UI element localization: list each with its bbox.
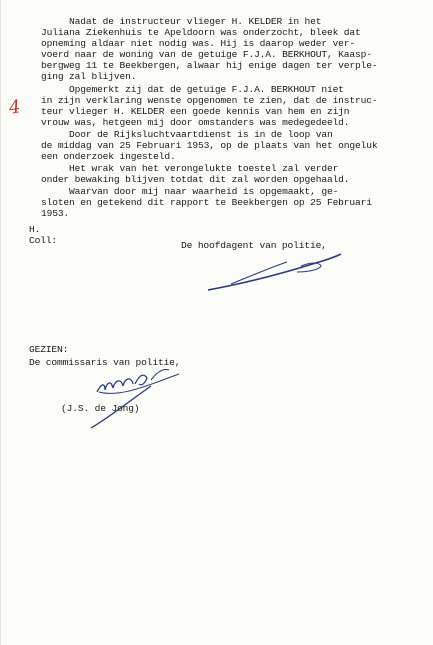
text-line: in zijn verklaring wenste opgenomen te zien, dat de instruc- — [41, 95, 378, 106]
initials: H. — [29, 224, 41, 235]
margin-mark: 4 — [7, 96, 22, 119]
text-line: Opgemerkt zij dat de getuige F.J.A. BERKHOUT niet — [41, 84, 344, 95]
text-line: 1953. — [41, 208, 70, 219]
text-line: Door de Rijksluchtvaartdienst is in de loop van — [41, 129, 333, 140]
text-line: een onderzoek ingesteld. — [41, 151, 176, 162]
text-line: teur vlieger H. KELDER een goede kennis van hem en zijn — [41, 106, 350, 117]
text-line: sloten en getekend dit rapport te Beekbergen op 25 Februari — [41, 197, 372, 208]
officer-title: De hoofdagent van politie, — [181, 240, 327, 251]
text-line: opneming aldaar niet nodig was. Hij is daarop weder ver- — [41, 38, 356, 49]
commissioner-title: De commissaris van politie, — [29, 357, 181, 368]
commissioner-signature — [1, 0, 433, 645]
text-line: vrouw was, hetgeen mij door omstanders was medegedeeld. — [41, 117, 350, 128]
initials: Coll: — [29, 235, 58, 246]
text-line: onder bewaking blijven totdat dit zal worden opgehaald. — [41, 174, 350, 185]
text-line: voerd naar de woning van de getuige F.J.A. BERKHOUT, Kaasp- — [41, 49, 372, 60]
commissioner-name: (J.S. de Jong) — [61, 403, 140, 414]
text-line: Juliana Ziekenhuis te Apeldoorn was onderzocht, bleek dat — [41, 27, 361, 38]
text-line: Het wrak van het verongelukte toestel zal verder — [41, 163, 339, 174]
text-line: Nadat de instructeur vlieger H. KELDER in het — [41, 16, 322, 27]
text-line: ging zal blijven. — [41, 71, 137, 82]
text-line: Waarvan door mij naar waarheid is opgemaakt, ge- — [41, 186, 339, 197]
text-line: bergweg 11 te Beekbergen, alwaar hij enige dagen ter verple- — [41, 60, 378, 71]
seen-label: GEZIEN: — [29, 344, 69, 355]
text-line: de middag van 25 Februari 1953, op de plaats van het ongeluk — [41, 140, 378, 151]
